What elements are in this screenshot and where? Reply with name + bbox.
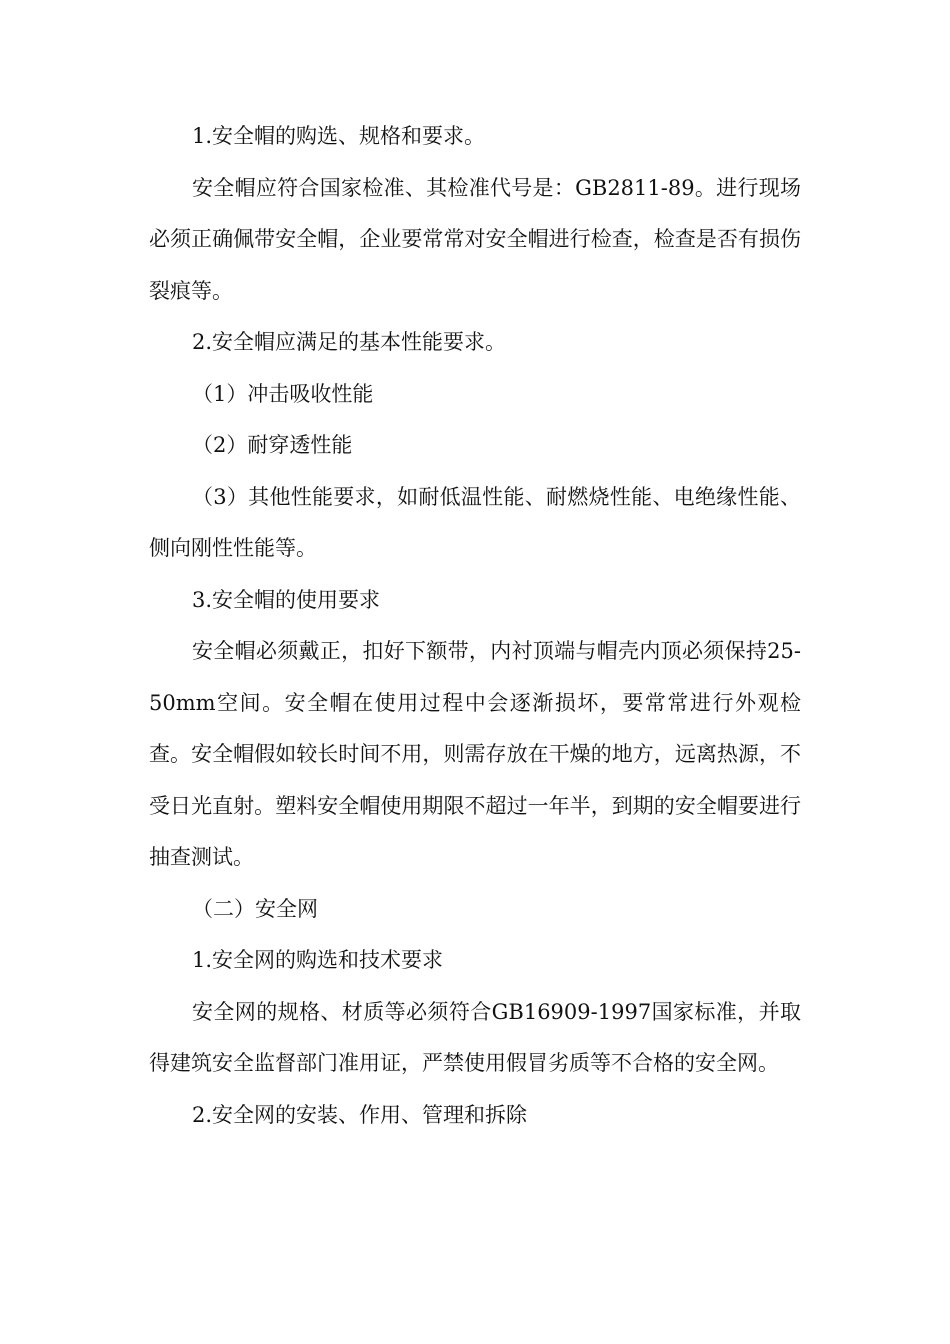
item-other-performance: （3）其他性能要求，如耐低温性能、耐燃烧性能、电绝缘性能、侧向刚性性能等。 — [149, 484, 801, 560]
section-heading-safety-net: （二）安全网 — [192, 896, 318, 921]
paragraph-helmet-usage: 安全帽必须戴正，扣好下额带，内衬顶端与帽壳内顶必须保持25-50mm空间。安全帽在使用过程中会逐渐损坏，要常常进行外观检查。安全帽假如较长时间不用，则需存放在干燥的地方，远离热源，不受日光直射。塑料安全帽使用期限不超过一年半，到期的安全帽要进行抽查测试。 — [149, 639, 801, 869]
heading-helmet-performance: 2.安全帽应满足的基本性能要求。 — [192, 330, 507, 354]
item-penetration-resistance: （2）耐穿透性能 — [192, 433, 353, 457]
paragraph-net-standard: 安全网的规格、材质等必须符合GB16909-1997国家标准，并取得建筑安全监督部门准用证，严禁使用假冒劣质等不合格的安全网。 — [149, 999, 801, 1075]
document-body — [149, 111, 801, 1141]
heading-helmet-selection: 1.安全帽的购选、规格和要求。 — [192, 124, 486, 148]
paragraph-helmet-standard: 安全帽应符合国家检准、其检准代号是：GB2811-89。进行现场必须正确佩带安全帽，企业要常常对安全帽进行检查，检查是否有损伤裂痕等。 — [149, 175, 801, 303]
heading-net-selection: 1.安全网的购选和技术要求 — [192, 948, 444, 972]
item-impact-absorption: （1）冲击吸收性能 — [192, 381, 374, 406]
heading-helmet-usage: 3.安全帽的使用要求 — [192, 587, 381, 612]
heading-net-installation: 2.安全网的安装、作用、管理和拆除 — [192, 1102, 528, 1127]
